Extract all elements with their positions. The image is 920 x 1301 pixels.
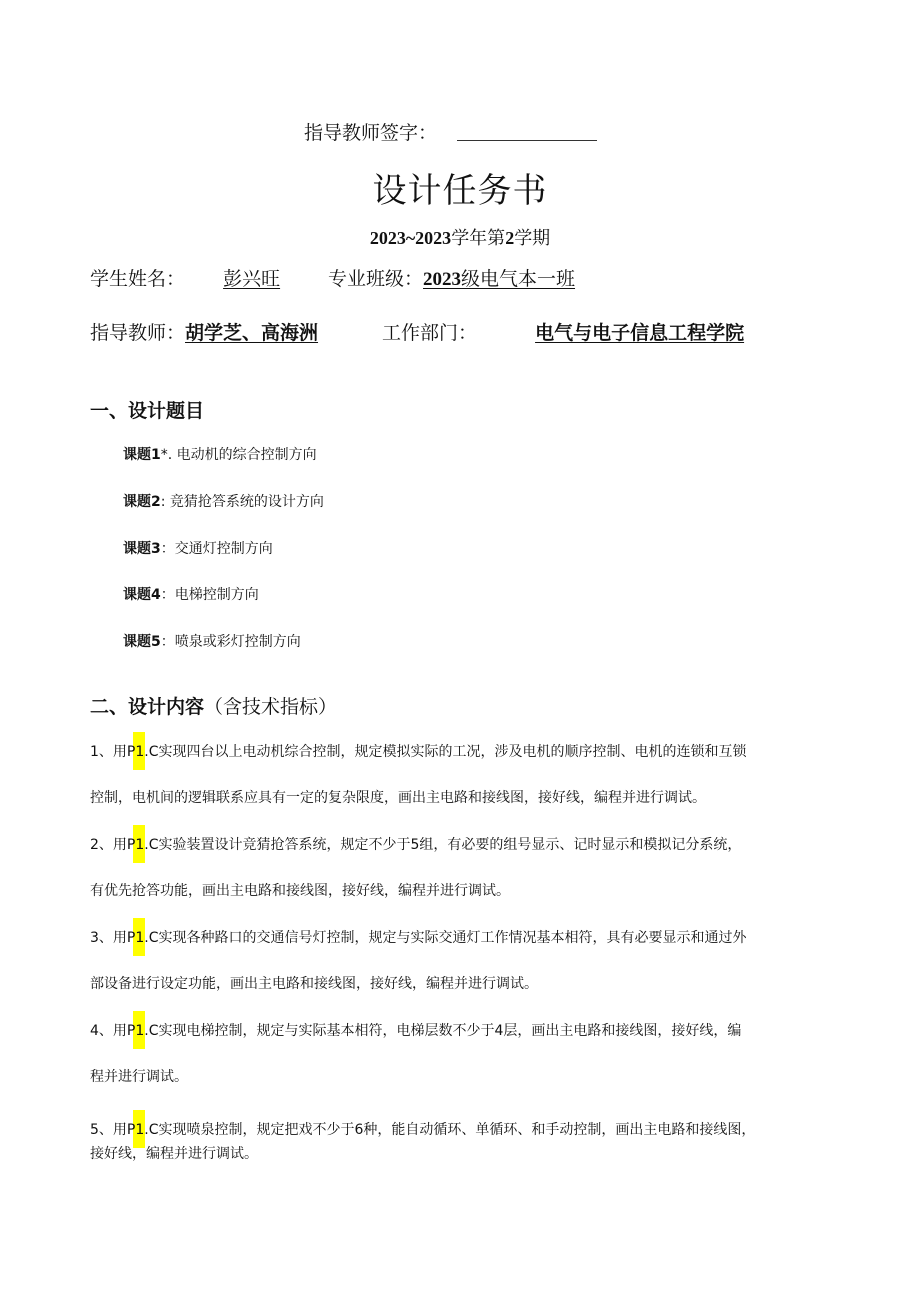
topic-text: ：电梯控制方向 bbox=[160, 587, 259, 603]
para-line1: 实现电梯控制，规定与实际基本相符，电梯层数不少于4层，画出主电路和接线图，接好线，编 bbox=[158, 1023, 742, 1039]
term-years: 2023~2023 bbox=[369, 228, 452, 248]
topic-text: ：喷泉或彩灯控制方向 bbox=[160, 634, 301, 650]
topic-text: *. 电动机的综合控制方向 bbox=[160, 447, 317, 463]
para-line1: 实验装置设计竞猜抢答系统，规定不少于5组，有必要的组号显示、记时显示和模拟记分系统， bbox=[158, 837, 742, 853]
teacher-names: 胡学芝、高海洲 bbox=[185, 322, 319, 344]
dept-row bbox=[382, 318, 744, 345]
section2-suffix: （含技术指标） bbox=[204, 696, 338, 718]
topic-key: 课题5 bbox=[123, 634, 161, 650]
topic-key: 课题1 bbox=[123, 447, 161, 463]
topic-text: : 竞猜抢答系统的设计方向 bbox=[160, 494, 324, 510]
term-xuenian: 学年第 bbox=[451, 228, 506, 249]
plc-highlight: P1.C bbox=[126, 1023, 159, 1039]
para-line2: 程并进行调试。 bbox=[90, 1069, 188, 1085]
plc-highlight: P1.C bbox=[126, 1122, 159, 1138]
para-line2: 部设备进行设定功能，画出主电路和接线图，接好线，编程并进行调试。 bbox=[90, 976, 538, 992]
para-line2: 控制，电机间的逻辑联系应具有一定的复杂限度，画出主电路和接线图，接好线，编程并进行调试。 bbox=[90, 790, 706, 806]
signature-line bbox=[457, 139, 597, 141]
content-paragraph bbox=[90, 834, 810, 900]
student-row bbox=[90, 264, 280, 291]
teacher-label: 指导教师： bbox=[90, 322, 186, 344]
dept-label: 工作部门： bbox=[382, 322, 478, 344]
topic-item bbox=[123, 631, 301, 651]
plc-highlight: P1.C bbox=[126, 837, 159, 853]
major-label: 专业班级： bbox=[328, 268, 424, 290]
section2-heading bbox=[90, 692, 337, 719]
content-paragraph bbox=[90, 1119, 810, 1163]
major-class: 级电气本一班 bbox=[461, 268, 576, 290]
para-prefix: 3、用 bbox=[90, 930, 127, 946]
para-prefix: 4、用 bbox=[90, 1023, 127, 1039]
para-prefix: 2、用 bbox=[90, 837, 127, 853]
topic-item bbox=[123, 538, 273, 558]
plc-highlight: P1.C bbox=[126, 744, 159, 760]
para-prefix: 5、用 bbox=[90, 1122, 127, 1138]
topic-item bbox=[123, 444, 317, 464]
term-line bbox=[0, 224, 920, 250]
para-prefix: 1、用 bbox=[90, 744, 127, 760]
plc-highlight: P1.C bbox=[126, 930, 159, 946]
content-paragraph bbox=[90, 927, 810, 993]
topic-text: ：交通灯控制方向 bbox=[160, 541, 273, 557]
major-row bbox=[328, 264, 575, 291]
section2-title: 二、设计内容 bbox=[90, 696, 205, 718]
topic-key: 课题4 bbox=[123, 587, 161, 603]
para-line2: 接好线，编程并进行调试。 bbox=[90, 1146, 258, 1162]
major-year: 2023 bbox=[423, 269, 462, 290]
student-label: 学生姓名： bbox=[90, 268, 186, 290]
topic-item bbox=[123, 491, 324, 511]
term-xueqi: 学期 bbox=[514, 228, 551, 249]
content-paragraph bbox=[90, 1020, 810, 1086]
topic-key: 课题3 bbox=[123, 541, 161, 557]
document-title: 设计任务书 bbox=[372, 171, 548, 211]
para-line1: 实现各种路口的交通信号灯控制，规定与实际交通灯工作情况基本相符，具有必要显示和通过外 bbox=[158, 930, 747, 946]
term-num: 2 bbox=[505, 228, 515, 248]
major-value bbox=[423, 268, 575, 290]
para-line2: 有优先抢答功能，画出主电路和接线图，接好线，编程并进行调试。 bbox=[90, 883, 510, 899]
signature-label: 指导教师签字： bbox=[304, 122, 438, 144]
dept-value: 电气与电子信息工程学院 bbox=[535, 322, 745, 344]
content-paragraph bbox=[90, 741, 810, 807]
section1-heading: 一、设计题目 bbox=[90, 400, 205, 422]
para-line1: 实现四台以上电动机综合控制，规定模拟实际的工况，涉及电机的顺序控制、电机的连锁和互锁 bbox=[158, 744, 747, 760]
topic-item bbox=[123, 584, 259, 604]
signature-row bbox=[304, 118, 597, 145]
teacher-row bbox=[90, 318, 318, 345]
para-line1: 实现喷泉控制，规定把戏不少于6种，能自动循环、单循环、和手动控制，画出主电路和接线图， bbox=[158, 1122, 756, 1138]
topic-key: 课题2 bbox=[123, 494, 161, 510]
student-name: 彭兴旺 bbox=[223, 268, 281, 290]
